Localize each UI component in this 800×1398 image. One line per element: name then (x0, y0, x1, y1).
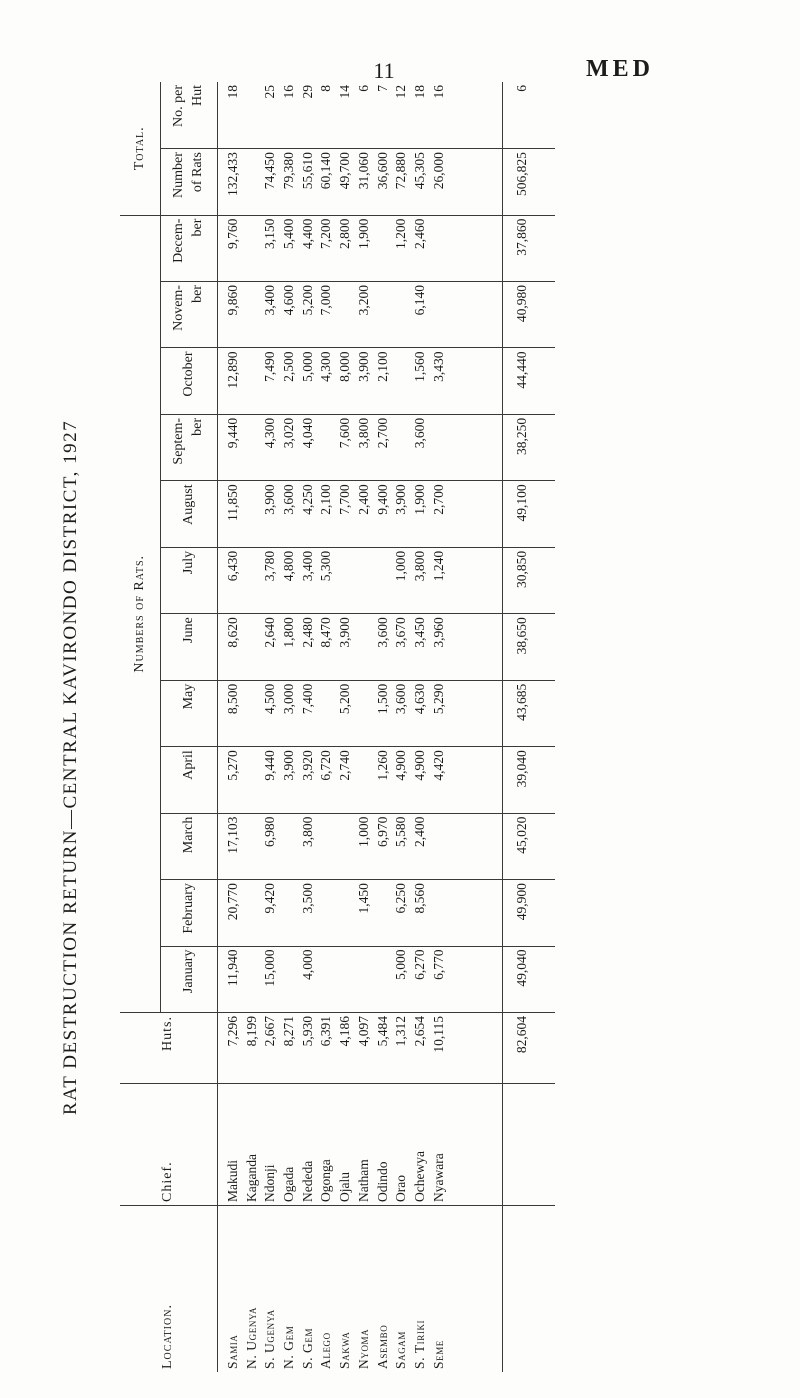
chief-value: Nyawara (430, 1153, 446, 1202)
august-value: 3,600 (281, 484, 297, 515)
april-value: 5,270 (225, 750, 240, 781)
location-value: S. Gem (299, 1327, 315, 1369)
january-value (317, 950, 336, 1009)
september-value (430, 418, 449, 477)
march-value (243, 817, 262, 876)
october-value: 12,890 (225, 351, 240, 389)
october-value: 3,900 (355, 351, 371, 382)
october-value: 7,490 (262, 351, 278, 382)
rat-return-table (120, 82, 555, 1372)
september-cell (218, 414, 503, 480)
november-value (392, 285, 411, 344)
october-value: 3,430 (430, 351, 446, 382)
august-value: 4,250 (299, 484, 315, 515)
number-of-rats-value: 60,140 (318, 152, 334, 190)
april-value: 2,740 (337, 750, 353, 781)
november-value: 7,000 (318, 285, 334, 316)
july-value (374, 551, 393, 610)
march-value (430, 817, 449, 876)
january-header: January (161, 946, 218, 1012)
may-value: 4,630 (411, 683, 427, 715)
may-value (243, 684, 262, 743)
february-value (243, 883, 262, 942)
december-value: 1,200 (393, 218, 409, 249)
november-header: Novem-ber (161, 282, 218, 348)
december-header: Decem-ber (161, 215, 218, 281)
april-value: 6,720 (318, 750, 334, 781)
july-value: 6,430 (225, 550, 240, 582)
no-per-hut-header: No. per Hut (161, 82, 218, 149)
november-value (336, 285, 355, 344)
chief-value: Ojalu (337, 1172, 353, 1202)
number-of-rats-value: 26,000 (430, 152, 446, 190)
september-value (243, 418, 262, 477)
document-title: RAT DESTRUCTION RETURN—CENTRAL KAVIRONDO DISTRICT, 1927 (60, 419, 81, 1115)
huts-value: 6,391 (318, 1016, 334, 1047)
total-group-header: Total. (120, 82, 161, 215)
august-cell (218, 481, 503, 547)
november-value (374, 285, 393, 344)
total-april: 39,040 (503, 747, 556, 813)
december-cell (218, 215, 503, 281)
november-value (430, 285, 449, 344)
february-value: 9,420 (262, 883, 278, 914)
january-value (280, 950, 299, 1009)
august-value: 2,700 (430, 484, 446, 515)
march-value: 6,980 (262, 816, 278, 848)
chief-value: Orao (393, 1175, 409, 1202)
huts-value: 2,667 (262, 1016, 278, 1047)
location-value: Sakwa (337, 1331, 353, 1369)
number-of-rats-value: 45,305 (411, 152, 427, 190)
december-value: 1,900 (355, 218, 371, 249)
may-value: 1,500 (374, 683, 390, 715)
location-value: S. Tiriki (411, 1319, 427, 1369)
january-value: 4,000 (299, 949, 315, 980)
february-value: 20,770 (225, 883, 240, 921)
january-value (336, 950, 355, 1009)
group-header-row (120, 82, 161, 1372)
huts-value: 7,296 (225, 1016, 240, 1047)
december-value: 4,400 (299, 218, 315, 249)
october-header: October (161, 348, 218, 414)
february-value: 3,500 (299, 883, 315, 914)
july-header: July (161, 547, 218, 613)
february-header: February (161, 880, 218, 946)
no-per-hut-value: 6 (355, 85, 371, 92)
december-value: 2,460 (411, 218, 427, 249)
rat-return-table-container (120, 82, 555, 1372)
march-value: 5,580 (393, 816, 409, 848)
february-value: 6,250 (393, 883, 409, 914)
no-per-hut-cell (218, 82, 503, 149)
march-value: 2,400 (411, 816, 427, 848)
november-value: 3,200 (355, 285, 371, 316)
huts-cell (218, 1013, 503, 1084)
huts-value: 5,484 (374, 1016, 390, 1047)
june-value: 1,800 (281, 617, 297, 648)
june-value: 2,640 (262, 617, 278, 648)
june-value: 8,620 (225, 617, 240, 648)
location-value: N. Ugenya (243, 1306, 259, 1369)
huts-value: 5,930 (299, 1016, 315, 1047)
huts-value: 8,199 (243, 1016, 259, 1047)
number-of-rats-header: Number of Rats (161, 149, 218, 215)
total-october: 44,440 (503, 348, 556, 414)
december-value: 7,200 (318, 218, 334, 249)
march-value (336, 817, 355, 876)
april-value: 4,420 (430, 750, 446, 781)
september-header: Septem-ber (161, 414, 218, 480)
location-value: Samia (225, 1334, 240, 1369)
june-header: June (161, 614, 218, 680)
august-value: 9,400 (374, 484, 390, 515)
august-value (243, 484, 262, 543)
chief-header: Chief. (120, 1084, 218, 1206)
october-value: 5,000 (299, 351, 315, 382)
august-value: 11,850 (225, 484, 240, 521)
september-value: 2,700 (374, 417, 390, 449)
number-of-rats-value: 79,380 (281, 152, 297, 190)
july-value: 3,400 (299, 550, 315, 582)
october-value: 1,560 (411, 351, 427, 382)
chief-value: Natham (355, 1159, 371, 1202)
no-per-hut-value: 29 (299, 85, 315, 99)
total-january: 49,040 (503, 946, 556, 1012)
february-value (336, 883, 355, 942)
december-value (374, 219, 393, 278)
may-cell (218, 680, 503, 746)
august-value: 2,400 (355, 484, 371, 515)
january-value (243, 950, 262, 1009)
header-code: MED (586, 56, 654, 82)
july-value: 4,800 (281, 550, 297, 582)
october-value (243, 351, 262, 410)
chief-cell (218, 1084, 503, 1206)
april-value (243, 750, 262, 809)
february-cell (218, 880, 503, 946)
october-value: 8,000 (337, 351, 353, 382)
march-value: 1,000 (355, 816, 371, 848)
september-value: 3,600 (411, 417, 427, 449)
july-value: 5,300 (318, 550, 334, 582)
july-cell (218, 547, 503, 613)
november-cell (218, 282, 503, 348)
november-value: 4,600 (281, 285, 297, 316)
june-value: 3,960 (430, 617, 446, 648)
june-value: 3,670 (393, 617, 409, 648)
may-value: 5,200 (337, 683, 353, 715)
september-value: 7,600 (337, 417, 353, 449)
may-value: 7,400 (299, 683, 315, 715)
monthly-group-header: Numbers of Rats. (120, 215, 161, 1012)
huts-value: 1,312 (393, 1016, 409, 1047)
january-value: 11,940 (225, 949, 240, 987)
location-cell (218, 1206, 503, 1373)
april-header: April (161, 747, 218, 813)
may-value: 3,600 (393, 683, 409, 715)
chief-value: Ogada (281, 1166, 297, 1202)
location-value: Alego (318, 1332, 334, 1369)
number-of-rats-value: 36,600 (374, 152, 390, 190)
september-value (317, 418, 336, 477)
no-per-hut-value: 16 (281, 85, 297, 99)
april-value (355, 750, 374, 809)
chief-value: Nededa (299, 1160, 315, 1202)
location-header: Location. (120, 1206, 218, 1373)
january-value: 5,000 (393, 949, 409, 980)
chief-value: Kaganda (243, 1154, 259, 1202)
october-value: 4,300 (318, 351, 334, 382)
may-value: 4,500 (262, 683, 278, 715)
march-value (317, 817, 336, 876)
no-per-hut-value: 8 (318, 85, 334, 92)
totals-chief-blank (503, 1084, 556, 1206)
april-cell (218, 747, 503, 813)
june-value: 3,600 (374, 617, 390, 648)
number-of-rats-cell (218, 149, 503, 215)
november-value: 3,400 (262, 285, 278, 316)
may-value (355, 684, 374, 743)
number-of-rats-value: 31,060 (355, 152, 371, 190)
april-value: 1,260 (374, 750, 390, 781)
huts-header: Huts. (120, 1013, 218, 1084)
no-per-hut-value: 16 (430, 85, 446, 99)
number-of-rats-value: 55,610 (299, 152, 315, 190)
august-value: 1,900 (411, 484, 427, 515)
total-no-per-hut: 6 (503, 82, 556, 149)
location-value: Asembo (374, 1324, 390, 1369)
november-value: 5,200 (299, 285, 315, 316)
chief-value: Ndonji (262, 1164, 278, 1202)
october-value: 2,500 (281, 351, 297, 382)
total-august: 49,100 (503, 481, 556, 547)
number-of-rats-value: 49,700 (337, 152, 353, 190)
chief-value: Ogonga (318, 1159, 334, 1202)
may-header: May (161, 680, 218, 746)
october-cell (218, 348, 503, 414)
location-value: N. Gem (281, 1325, 297, 1369)
september-value: 4,040 (299, 417, 315, 449)
total-march: 45,020 (503, 813, 556, 879)
february-value (430, 883, 449, 942)
total-july: 30,850 (503, 547, 556, 613)
october-value (392, 351, 411, 410)
january-value: 6,770 (430, 949, 446, 980)
location-value: Sagam (393, 1330, 409, 1369)
august-value: 2,100 (318, 484, 334, 515)
total-june: 38,650 (503, 614, 556, 680)
august-value: 3,900 (262, 484, 278, 515)
october-value: 2,100 (374, 351, 390, 382)
total-number-of-rats: 506,825 (503, 149, 556, 215)
november-value: 9,860 (225, 285, 240, 316)
location-value: S. Ugenya (262, 1309, 278, 1369)
january-value (374, 950, 393, 1009)
february-value (280, 883, 299, 942)
june-cell (218, 614, 503, 680)
february-value: 1,450 (355, 883, 371, 914)
location-value: Seme (430, 1340, 446, 1369)
march-cell (218, 813, 503, 879)
no-per-hut-value: 12 (393, 85, 409, 99)
december-value: 2,800 (337, 218, 353, 249)
november-value (243, 285, 262, 344)
number-of-rats-value: 74,450 (262, 152, 278, 190)
june-value: 2,480 (299, 617, 315, 648)
july-value: 1,240 (430, 550, 446, 582)
april-value: 3,920 (299, 750, 315, 781)
september-value: 3,800 (355, 417, 371, 449)
total-november: 40,980 (503, 282, 556, 348)
june-value: 3,900 (337, 617, 353, 648)
september-value: 3,020 (281, 417, 297, 449)
december-value (243, 219, 262, 278)
january-value: 15,000 (262, 949, 278, 987)
december-value (430, 219, 449, 278)
huts-value: 2,654 (411, 1016, 427, 1047)
location-value: Nyoma (355, 1328, 371, 1369)
august-value: 3,900 (393, 484, 409, 515)
huts-value: 4,097 (355, 1016, 371, 1047)
huts-value: 4,186 (337, 1016, 353, 1047)
february-value (374, 883, 393, 942)
huts-value: 10,115 (430, 1016, 446, 1053)
march-value (280, 817, 299, 876)
no-per-hut-value: 25 (262, 85, 278, 99)
march-value: 3,800 (299, 816, 315, 848)
august-value: 7,700 (337, 484, 353, 515)
no-per-hut-value: 18 (225, 85, 240, 99)
november-value: 6,140 (411, 285, 427, 316)
total-may: 43,685 (503, 680, 556, 746)
august-header: August (161, 481, 218, 547)
january-value (355, 950, 374, 1009)
page-number: 11 (373, 58, 395, 83)
may-value: 3,000 (281, 683, 297, 715)
december-value: 5,400 (281, 218, 297, 249)
june-value: 8,470 (318, 617, 334, 648)
huts-value: 8,271 (281, 1016, 297, 1047)
july-value: 1,000 (393, 550, 409, 582)
chief-value: Ochewya (411, 1151, 427, 1202)
no-per-hut-value: 14 (337, 85, 353, 99)
june-value (243, 617, 262, 676)
july-value: 3,800 (411, 550, 427, 582)
may-value (317, 684, 336, 743)
number-of-rats-value: 132,433 (225, 152, 240, 196)
number-of-rats-value: 72,880 (393, 152, 409, 190)
july-value (243, 551, 262, 610)
march-header: March (161, 813, 218, 879)
december-value: 9,760 (225, 218, 240, 249)
april-value: 9,440 (262, 750, 278, 781)
no-per-hut-value (243, 85, 262, 145)
no-per-hut-value: 18 (411, 85, 427, 99)
total-september: 38,250 (503, 414, 556, 480)
total-december: 37,860 (503, 215, 556, 281)
february-value: 8,560 (411, 883, 427, 914)
may-value: 5,290 (430, 683, 446, 715)
total-february: 49,900 (503, 880, 556, 946)
no-per-hut-value: 7 (374, 85, 390, 92)
april-value: 4,900 (393, 750, 409, 781)
chief-value: Odindo (374, 1161, 390, 1202)
july-value: 3,780 (262, 550, 278, 582)
july-value (336, 551, 355, 610)
april-value: 4,900 (411, 750, 427, 781)
january-cell (218, 946, 503, 1012)
march-value: 17,103 (225, 816, 240, 854)
total-huts: 82,604 (503, 1013, 556, 1084)
june-value: 3,450 (411, 617, 427, 648)
june-value (355, 617, 374, 676)
february-value (317, 883, 336, 942)
september-value: 9,440 (225, 417, 240, 449)
april-value: 3,900 (281, 750, 297, 781)
march-value: 6,970 (374, 816, 390, 848)
data-row (218, 82, 503, 1372)
may-value: 8,500 (225, 683, 240, 715)
totals-location-blank (503, 1206, 556, 1373)
chief-value: Makudi (225, 1160, 240, 1202)
january-value: 6,270 (411, 949, 427, 980)
december-value: 3,150 (262, 218, 278, 249)
september-value (392, 418, 411, 477)
september-value: 4,300 (262, 417, 278, 449)
number-of-rats-value (243, 152, 262, 211)
july-value (355, 551, 374, 610)
totals-row (503, 82, 556, 1372)
